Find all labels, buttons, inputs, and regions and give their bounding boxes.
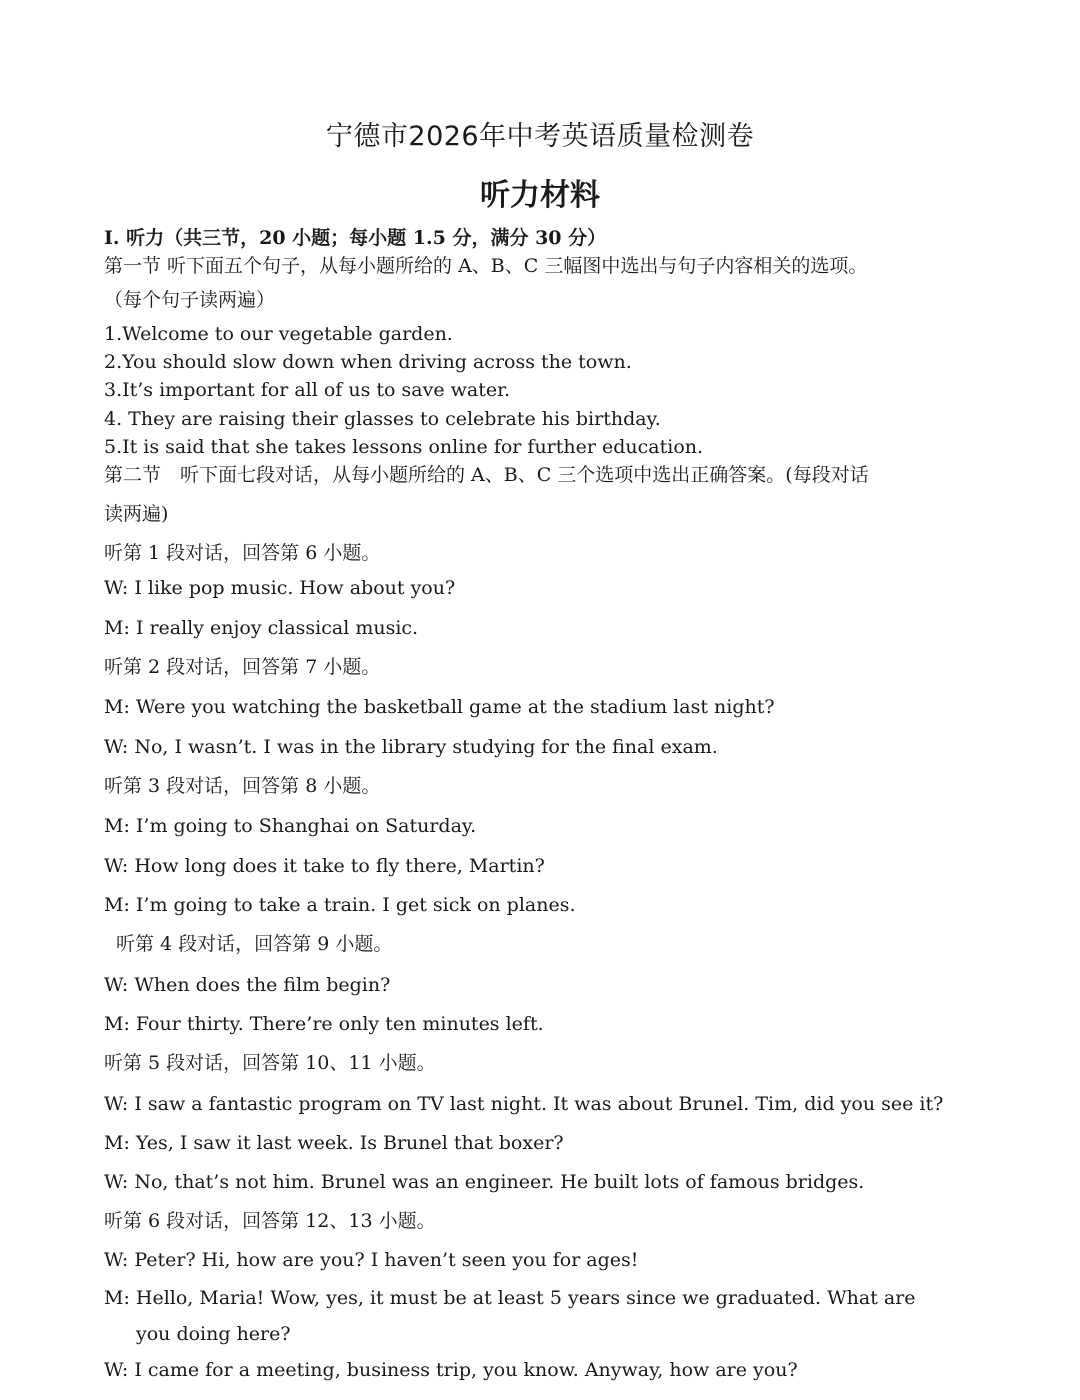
dialogue-line: M: I’m going to Shanghai on Saturday. (104, 815, 477, 837)
dialogue-line: M: Were you watching the basketball game at the stadium last night? (104, 696, 775, 718)
dialogue-heading: 听第 6 段对话，回答第 12、13 小题。 (104, 1210, 436, 1232)
dialogue-heading: 听第 3 段对话，回答第 8 小题。 (104, 775, 381, 797)
sentence-item: 2.You should slow down when driving across the town. (104, 351, 632, 373)
dialogue-line: W: I saw a fantastic program on TV last night. It was about Brunel. Tim, did you see it? (104, 1093, 944, 1115)
section1-instruction: 第一节 听下面五个句子，从每小题所给的 A、B、C 三幅图中选出与句子内容相关的选项。 (104, 255, 868, 277)
dialogue-heading: 听第 5 段对话，回答第 10、11 小题。 (104, 1052, 436, 1074)
sentence-item: 4. They are raising their glasses to celebrate his birthday. (104, 408, 661, 430)
sentence-item: 5.It is said that she takes lessons online for further education. (104, 436, 704, 458)
dialogue-line: M: Yes, I saw it last week. Is Brunel that boxer? (104, 1132, 564, 1154)
sentence-item: 3.It’s important for all of us to save water. (104, 379, 511, 401)
dialogue-line: M: I really enjoy classical music. (104, 617, 419, 639)
dialogue-line: W: How long does it take to fly there, Martin? (104, 855, 545, 877)
dialogue-heading: 听第 2 段对话，回答第 7 小题。 (104, 656, 381, 678)
dialogue-line: W: I like pop music. How about you? (104, 577, 456, 599)
dialogue-heading: 听第 4 段对话，回答第 9 小题。 (116, 933, 393, 955)
dialogue-heading: 听第 1 段对话，回答第 6 小题。 (104, 542, 381, 564)
section1-instruction-cont: （每个句子读两遍） (104, 289, 276, 311)
dialogue-line: W: Peter? Hi, how are you? I haven’t seen you for ages! (104, 1249, 639, 1271)
dialogue-line: M: I’m going to take a train. I get sick on planes. (104, 894, 576, 916)
page-title: 宁德市2026年中考英语质量检测卷 (325, 121, 755, 152)
sentence-item: 1.Welcome to our vegetable garden. (104, 323, 453, 345)
dialogue-line-continued: you doing here? (136, 1323, 291, 1345)
page-subtitle: 听力材料 (480, 178, 600, 213)
section2-instruction: 第二节 听下面七段对话，从每小题所给的 A、B、C 三个选项中选出正确答案。(每段对话 (104, 464, 869, 486)
part1-heading: I. 听力（共三节，20 小题；每小题 1.5 分，满分 30 分） (104, 227, 607, 249)
dialogue-line: M: Hello, Maria! Wow, yes, it must be at least 5 years since we graduated. What are (104, 1287, 916, 1309)
section2-instruction-cont: 读两遍) (104, 503, 169, 525)
dialogue-line: W: No, I wasn’t. I was in the library studying for the final exam. (104, 736, 718, 758)
dialogue-line: W: When does the film begin? (104, 974, 391, 996)
dialogue-line: M: Four thirty. There’re only ten minutes left. (104, 1013, 544, 1035)
dialogue-line: W: I came for a meeting, business trip, you know. Anyway, how are you? (104, 1359, 798, 1381)
dialogue-line: W: No, that’s not him. Brunel was an engineer. He built lots of famous bridges. (104, 1171, 865, 1193)
